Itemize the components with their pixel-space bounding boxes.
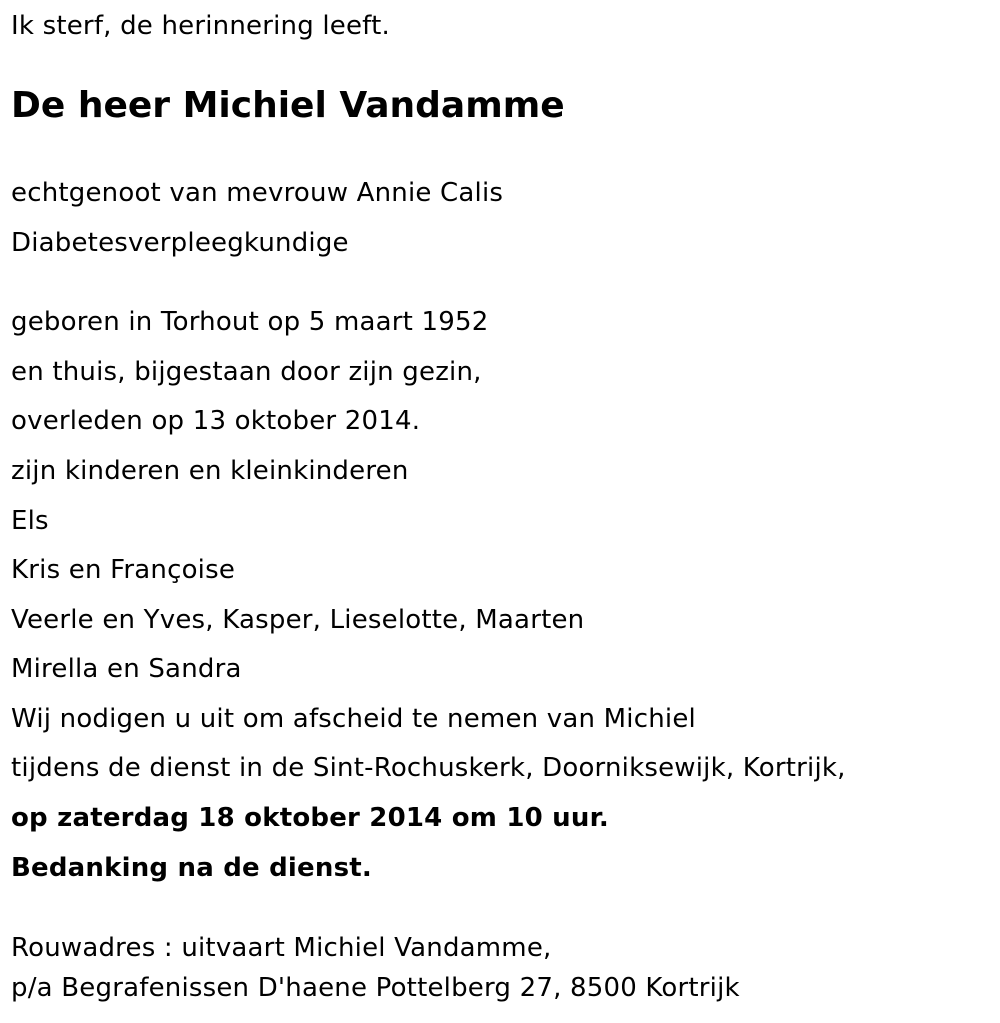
spouse-line: echtgenoot van mevrouw Annie Calis bbox=[11, 178, 504, 208]
address-line-2: p/a Begrafenissen D'haene Pottelberg 27, 8500 Kortrijk bbox=[11, 973, 740, 1003]
address-line-1: Rouwadres : uitvaart Michiel Vandamme, bbox=[11, 933, 552, 963]
home-line: en thuis, bijgestaan door zijn gezin, bbox=[11, 357, 482, 387]
thanks-line: Bedanking na de dienst. bbox=[11, 853, 372, 883]
invitation-line: Wij nodigen u uit om afscheid te nemen van Michiel bbox=[11, 704, 696, 734]
profession-line: Diabetesverpleegkundige bbox=[11, 228, 349, 258]
deceased-name: De heer Michiel Vandamme bbox=[11, 85, 565, 126]
children-intro: zijn kinderen en kleinkinderen bbox=[11, 456, 409, 486]
family-member: Kris en Françoise bbox=[11, 555, 236, 585]
motto: Ik sterf, de herinnering leeft. bbox=[11, 11, 390, 41]
birth-line: geboren in Torhout op 5 maart 1952 bbox=[11, 307, 489, 337]
family-member: Mirella en Sandra bbox=[11, 654, 242, 684]
death-line: overleden op 13 oktober 2014. bbox=[11, 406, 421, 436]
service-location-line: tijdens de dienst in de Sint-Rochuskerk, Doorniksewijk, Kortrijk, bbox=[11, 753, 846, 783]
family-member: Els bbox=[11, 506, 49, 536]
service-date-line: op zaterdag 18 oktober 2014 om 10 uur. bbox=[11, 803, 609, 833]
family-member: Veerle en Yves, Kasper, Lieselotte, Maarten bbox=[11, 605, 585, 635]
